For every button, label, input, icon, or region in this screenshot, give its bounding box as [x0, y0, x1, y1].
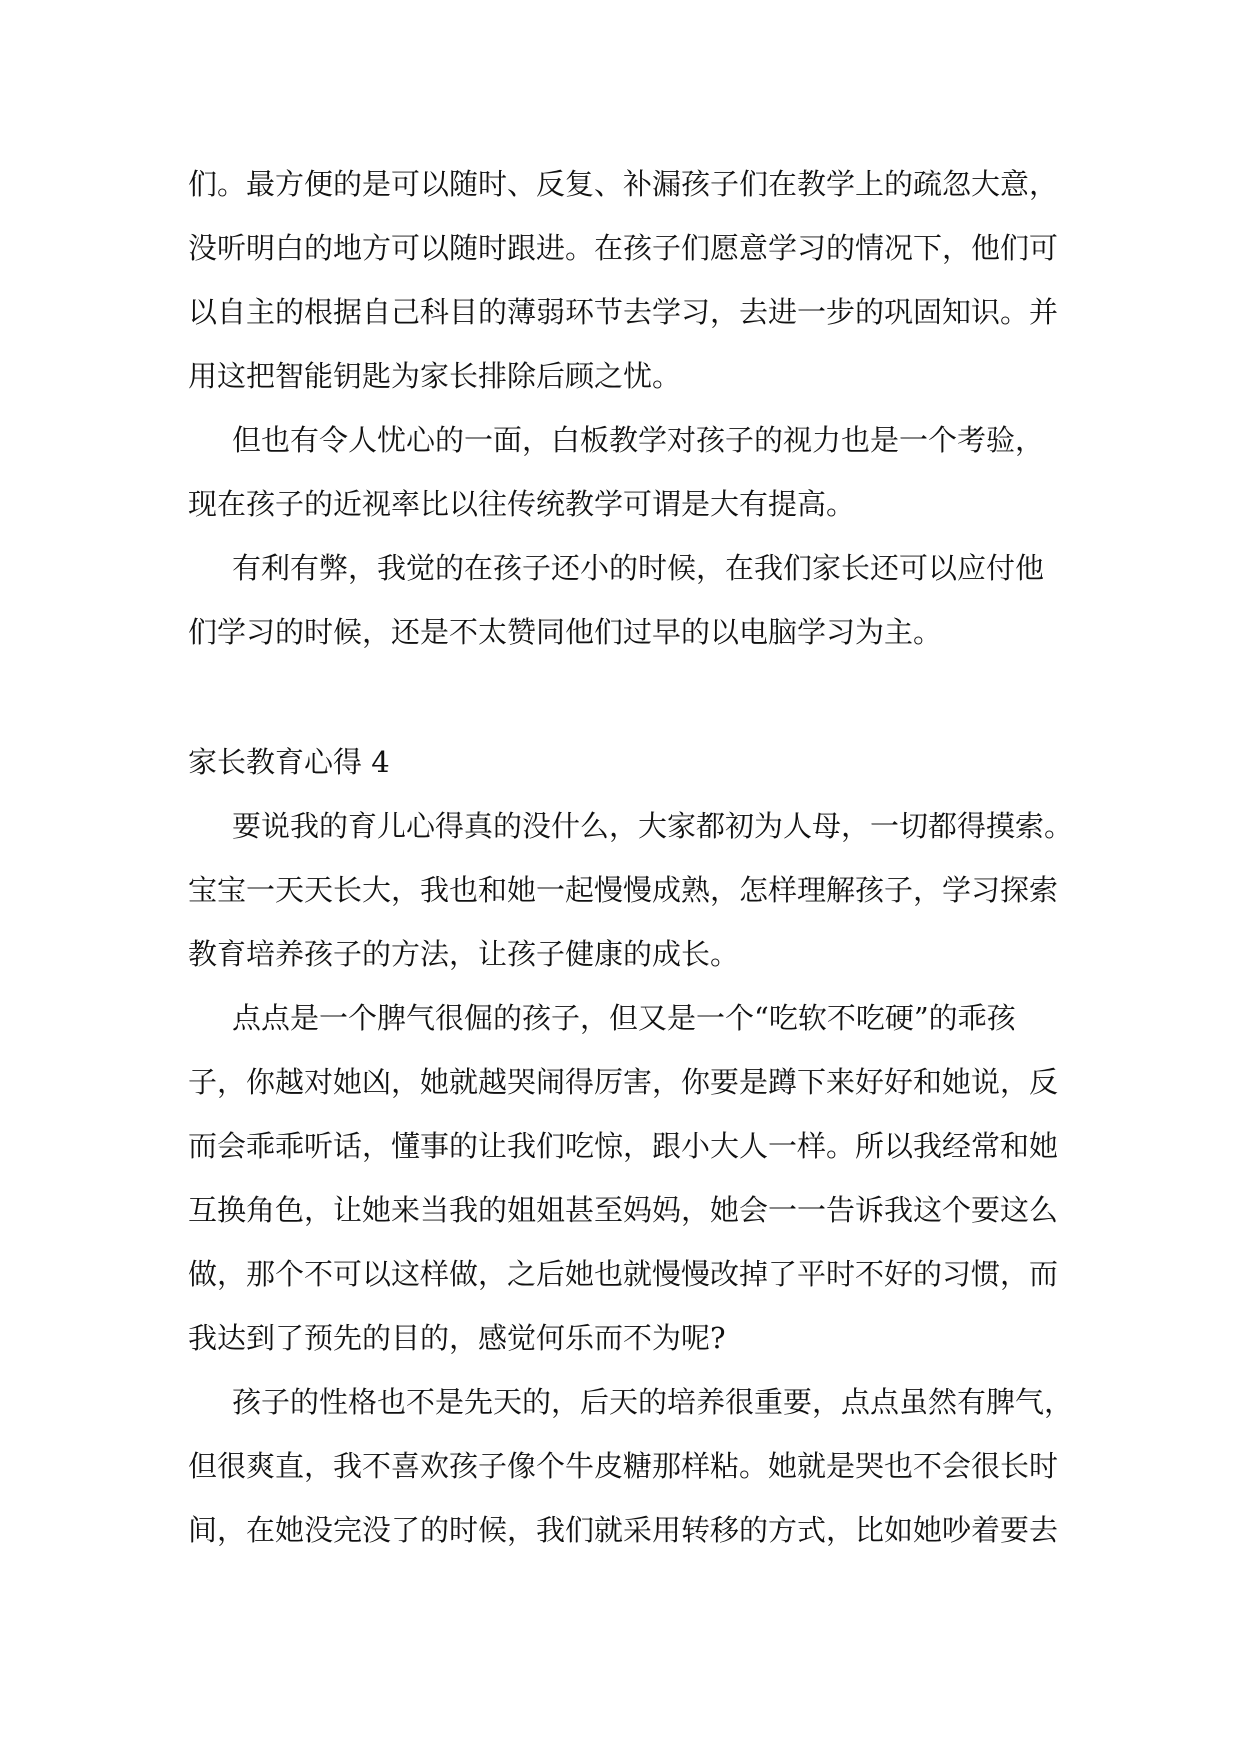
- text-line: 宝宝一天天长大，我也和她一起慢慢成熟，怎样理解孩子，学习探索: [188, 873, 1059, 907]
- text-line: 们学习的时候，还是不太赞同他们过早的以电脑学习为主。: [188, 615, 943, 649]
- paragraph-start-line: 孩子的性格也不是先天的，后天的培养很重要，点点虽然有脾气，: [232, 1385, 1074, 1419]
- text-line: 而会乖乖听话，懂事的让我们吃惊，跟小大人一样。所以我经常和她: [188, 1129, 1059, 1163]
- section-spacer: [188, 664, 1068, 730]
- paragraph-start-line: 有利有弊，我觉的在孩子还小的时候，在我们家长还可以应付他: [232, 551, 1045, 585]
- text-line: 我达到了预先的目的，感觉何乐而不为呢?: [188, 1321, 726, 1355]
- text-line: 但很爽直，我不喜欢孩子像个牛皮糖那样粘。她就是哭也不会很长时: [188, 1449, 1059, 1483]
- text-line: 教育培养孩子的方法，让孩子健康的成长。: [188, 937, 740, 971]
- text-line: 用这把智能钥匙为家长排除后顾之忧。: [188, 359, 682, 393]
- paragraph-start-line: 但也有令人忧心的一面，白板教学对孩子的视力也是一个考验，: [232, 423, 1045, 457]
- text-line: 现在孩子的近视率比以往传统教学可谓是大有提高。: [188, 487, 856, 521]
- text-line: 没听明白的地方可以随时跟进。在孩子们愿意学习的情况下，他们可: [188, 231, 1059, 265]
- text-line: 以自主的根据自己科目的薄弱环节去学习，去进一步的巩固知识。并: [188, 295, 1059, 329]
- text-line: 做，那个不可以这样做，之后她也就慢慢改掉了平时不好的习惯，而: [188, 1257, 1059, 1291]
- text-line: 们。最方便的是可以随时、反复、补漏孩子们在教学上的疏忽大意，: [188, 167, 1059, 201]
- text-line: 互换角色，让她来当我的姐姐甚至妈妈，她会一一告诉我这个要这么: [188, 1193, 1059, 1227]
- paragraph-start-line: 要说我的育儿心得真的没什么，大家都初为人母，一切都得摸索。: [232, 809, 1074, 843]
- text-line: 子，你越对她凶，她就越哭闹得厉害，你要是蹲下来好好和她说，反: [188, 1065, 1059, 1099]
- document-body: [188, 152, 1074, 1562]
- section-heading: 家长教育心得 4: [188, 745, 390, 779]
- text-line: 间，在她没完没了的时候，我们就采用转移的方式，比如她吵着要去: [188, 1513, 1059, 1547]
- paragraph-start-line: 点点是一个脾气很倔的孩子，但又是一个“吃软不吃硬”的乖孩: [232, 1001, 1016, 1035]
